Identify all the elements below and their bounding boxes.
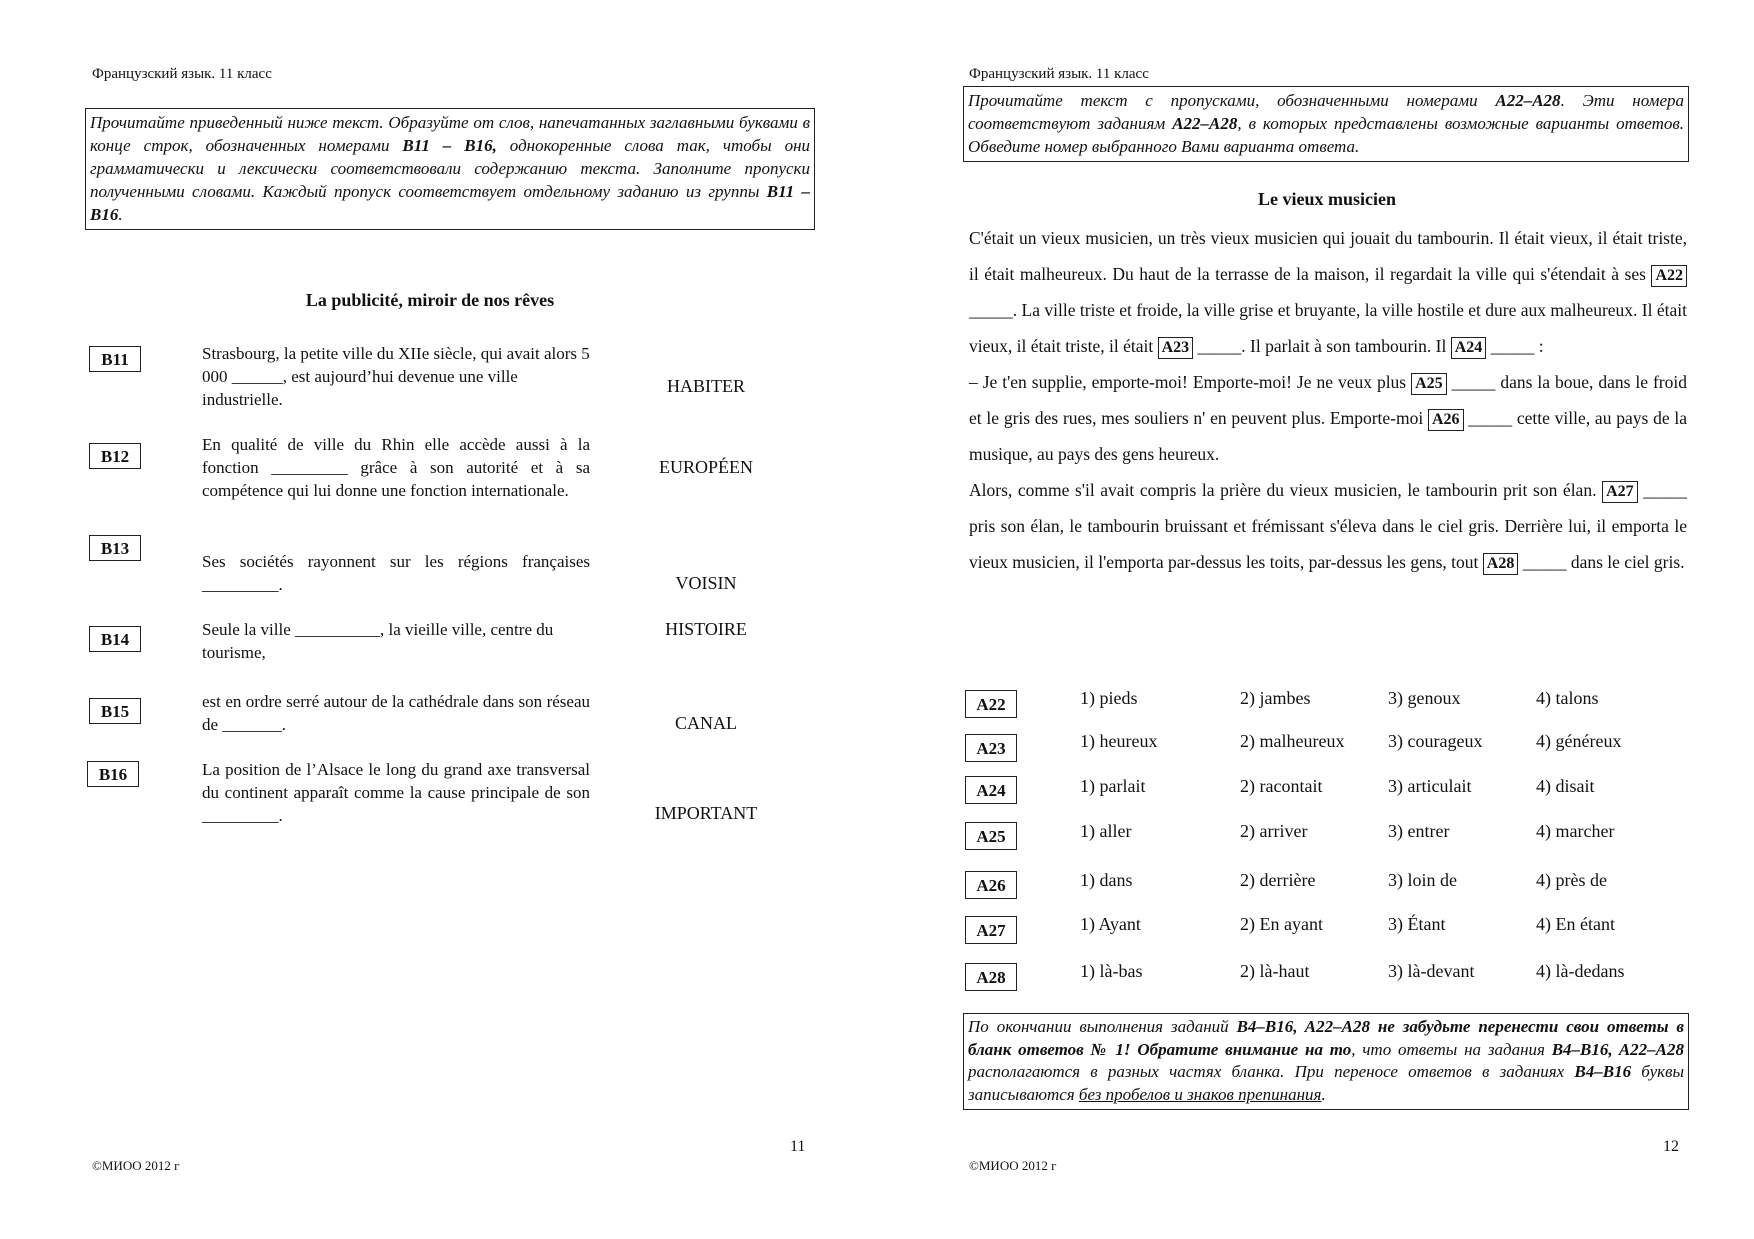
task-sentence: Seule la ville __________, la vieille ville, centre du tourisme, [202,620,554,662]
note-text: . [1321,1084,1326,1104]
note-text: буквы записываются [968,1062,1684,1104]
answer-option[interactable]: 3) genoux [1388,688,1461,708]
note-bold: B4–B16, A22–A28 не забудьте перенести свои ответы в бланк ответов № 1! Обратите внимание на то [968,1017,1684,1059]
instructions-text: Прочитайте приведенный ниже текст. Образуйте от слов, напечатанных заглавными буквами в конце строк, обозначенных номерами [90,113,810,155]
answer-option[interactable]: 3) entrer [1388,821,1450,841]
page-header: Французский язык. 11 класс [969,66,1149,82]
answer-option[interactable]: 1) heureux [1080,731,1158,751]
task-label-b15: B15 [89,698,141,724]
answer-option[interactable]: 2) derrière [1240,870,1316,890]
answer-option[interactable]: 4) là-dedans [1536,961,1625,981]
task-sentence: La position de l’Alsace le long du grand axe transversal du continent apparaît comme la cause principale de son _________. [202,760,590,825]
question-label-a25: A25 [965,822,1017,850]
task-sentence: En qualité de ville du Rhin elle accède aussi à la fonction _________ grâce à son autorité et à sa compétence qui lui donne une fonction internationale. [202,435,590,500]
answer-option[interactable]: 4) marcher [1536,821,1615,841]
text-title: La publicité, miroir de nos rêves [305,290,555,310]
story-paragraph: C'était un vieux musicien, un très vieux musicien qui jouait du tambourin. Il était vieux, il était triste, il était malheureux. Du haut de la terrasse de la maison, il regardait la ville qui s'étendait à ses A22 _____. La ville triste et froide, la ville grise et bruyante, la ville hostile et dure aux malheureux. Il était vieux, il était triste, il était A23 _____. Il parlait à son tambourin. Il A24 _____ : [969,220,1687,364]
answer-option[interactable]: 4) En étant [1536,914,1615,934]
task-range: B11 – B16 [90,182,810,224]
question-label-a28: A28 [965,963,1017,991]
answer-option[interactable]: 2) jambes [1240,688,1311,708]
task-range: A22–A28 [1172,114,1238,133]
answer-option[interactable]: 4) généreux [1536,731,1622,751]
page-number: 11 [790,1138,806,1155]
task-sentence: Ses sociétés rayonnent sur les régions françaises _________. [202,552,590,594]
gap-tag-a27: A27 [1602,481,1638,503]
gap-tag-a22: A22 [1651,265,1687,287]
gap-tag-a25: A25 [1411,373,1447,395]
source-word: IMPORTANT [654,803,758,823]
question-label-a26: A26 [965,871,1017,899]
answer-option[interactable]: 4) près de [1536,870,1607,890]
answer-option[interactable]: 1) dans [1080,870,1133,890]
copyright: ©МИОО 2012 г [969,1158,1057,1173]
task-sentence: est en ordre serré autour de la cathédrale dans son réseau de _______. [202,692,590,734]
instructions-box [963,86,1689,162]
answer-option[interactable]: 3) là-devant [1388,961,1475,981]
task-label-b14: B14 [89,626,141,652]
task-range: A22–A28 [1495,91,1561,110]
source-word: VOISIN [675,573,737,593]
question-label-a24: A24 [965,776,1017,804]
note-bold: B4–B16, A22–A28 [1551,1039,1685,1059]
question-label-a27: A27 [965,916,1017,944]
task-label-b12: B12 [89,443,141,469]
note-underlined: без пробелов и знаков препинания [1078,1084,1322,1104]
source-word: EUROPÉEN [659,457,753,477]
answer-option[interactable]: 2) racontait [1240,776,1323,796]
answer-option[interactable]: 3) loin de [1388,870,1457,890]
task-sentence: Strasbourg, la petite ville du XIIe siècle, qui avait alors 5 000 ______, est aujourd’hui devenue une ville industrielle. [202,344,590,409]
instructions-text: Прочитайте текст с пропусками, обозначенными номерами [968,91,1496,110]
instructions-text: , в которых представлены возможные варианты ответов. Обведите номер выбранного Вами варианта ответа. [968,114,1684,156]
answer-option[interactable]: 2) En ayant [1240,914,1323,934]
source-word: HABITER [667,376,745,396]
answer-option[interactable]: 4) disait [1536,776,1595,796]
answer-option[interactable]: 3) Étant [1388,914,1446,934]
answer-option[interactable]: 1) aller [1080,821,1132,841]
source-word: CANAL [675,713,737,733]
story-paragraph: Alors, comme s'il avait compris la prière du vieux musicien, le tambourin prit son élan. A27 _____ pris son élan, le tambourin bruissant et frémissant s'éleva dans le ciel gris. Derrière lui, il emporta le vieux musicien, il l'emporta par-dessus les toits, par-dessus les gens, tout A28 _____ dans le ciel gris. [969,472,1687,580]
copyright: ©МИОО 2012 г [92,1158,180,1173]
text-title: Le vieux musicien [1258,189,1396,209]
note-text: По окончании выполнения заданий [968,1017,1237,1036]
answer-option[interactable]: 1) là-bas [1080,961,1143,981]
note-bold: B4–B16 [1574,1062,1632,1081]
question-label-a22: A22 [965,690,1017,718]
gap-tag-a23: A23 [1158,337,1194,359]
story-paragraph: – Je t'en supplie, emporte-moi! Emporte-moi! Je ne veux plus A25 _____ dans la boue, dans le froid et le gris des rues, mes souliers n' en peuvent plus. Emporte-moi A26 _____ cette ville, au pays de la musique, au pays des gens heureux. [969,372,1687,464]
task-label-b16: B16 [87,761,139,787]
instructions-box [85,108,815,230]
instructions-text: . Эти номера соответствуют заданиям [968,91,1684,133]
answer-option[interactable]: 1) Ayant [1080,914,1141,934]
gap-tag-a26: A26 [1428,409,1464,431]
answer-option[interactable]: 3) courageux [1388,731,1483,751]
gap-tag-a28: A28 [1483,553,1519,575]
note-text: располагаются в разных частях бланка. При переносе ответов в заданиях [968,1062,1575,1081]
source-word: HISTOIRE [665,619,747,639]
answer-option[interactable]: 2) malheureux [1240,731,1345,751]
task-label-b11: B11 [89,346,141,372]
answer-option[interactable]: 3) articulait [1388,776,1472,796]
page-number: 12 [1663,1138,1679,1155]
task-label-b13: B13 [89,535,141,561]
answer-option[interactable]: 2) là-haut [1240,961,1310,981]
page-header: Французский язык. 11 класс [92,66,272,82]
instructions-text: однокоренные слова так, чтобы они грамматически и лексически соответствовали содержанию текста. Заполните пропуски полученными словами. Каждый пропуск соответствует отдельному заданию из группы [90,136,811,201]
right-page [877,0,1754,1239]
answer-option[interactable]: 2) arriver [1240,821,1308,841]
story-text [969,220,1687,580]
gap-tag-a24: A24 [1451,337,1487,359]
answer-option[interactable]: 1) pieds [1080,688,1138,708]
answer-option[interactable]: 4) talons [1536,688,1599,708]
task-range: B11 – B16, [402,136,497,155]
final-note-box [963,1013,1689,1110]
question-label-a23: A23 [965,734,1017,762]
answer-option[interactable]: 1) parlait [1080,776,1146,796]
note-text: , что ответы на задания [1351,1039,1552,1059]
instructions-text: . [118,205,123,224]
